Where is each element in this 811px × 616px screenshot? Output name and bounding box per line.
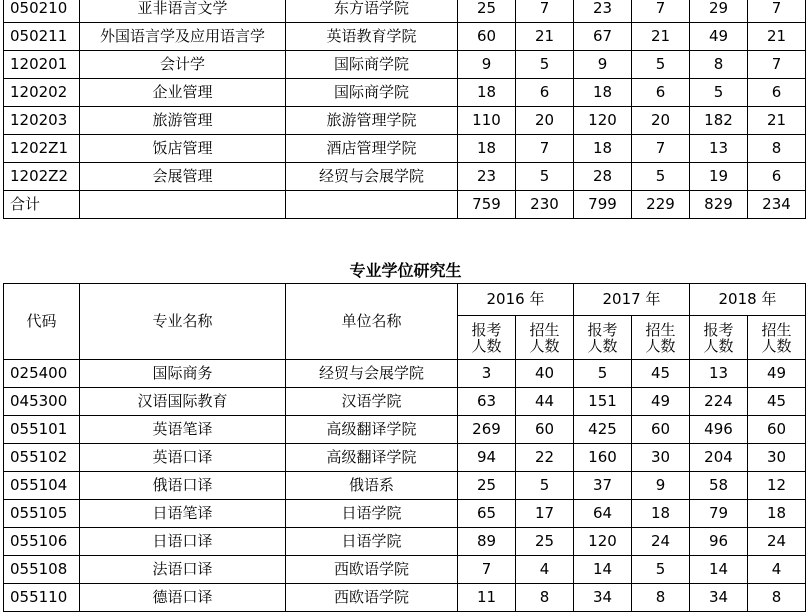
applicants-cell: 5 bbox=[690, 79, 748, 107]
applicants-cell: 120 bbox=[574, 528, 632, 556]
admitted-cell: 30 bbox=[748, 444, 806, 472]
admitted-cell: 7 bbox=[632, 135, 690, 163]
header-applicants: 报考 人数 bbox=[458, 316, 516, 360]
header-applicants: 报考 人数 bbox=[690, 316, 748, 360]
unit-cell: 高级翻译学院 bbox=[286, 444, 458, 472]
admitted-cell: 45 bbox=[632, 360, 690, 388]
major-cell: 旅游管理 bbox=[80, 107, 286, 135]
unit-cell: 西欧语学院 bbox=[286, 584, 458, 612]
major-cell: 亚非语言文学 bbox=[80, 0, 286, 23]
major-cell: 外国语言学及应用语言学 bbox=[80, 23, 286, 51]
applicants-cell: 19 bbox=[690, 163, 748, 191]
table-row bbox=[4, 0, 806, 23]
applicants-cell: 3 bbox=[458, 360, 516, 388]
applicants-cell: 11 bbox=[458, 584, 516, 612]
unit-cell: 日语学院 bbox=[286, 528, 458, 556]
unit-cell: 经贸与会展学院 bbox=[286, 163, 458, 191]
admitted-cell: 49 bbox=[632, 388, 690, 416]
unit-cell: 俄语系 bbox=[286, 472, 458, 500]
applicants-cell: 151 bbox=[574, 388, 632, 416]
applicants-cell: 63 bbox=[458, 388, 516, 416]
applicants-cell: 18 bbox=[458, 79, 516, 107]
admitted-cell: 21 bbox=[632, 23, 690, 51]
header-admitted: 招生 人数 bbox=[516, 316, 574, 360]
applicants-cell: 8 bbox=[690, 51, 748, 79]
applicants-cell: 23 bbox=[574, 0, 632, 23]
applicants-cell: 110 bbox=[458, 107, 516, 135]
unit-cell: 酒店管理学院 bbox=[286, 135, 458, 163]
applicants-cell: 9 bbox=[574, 51, 632, 79]
major-cell: 英语口译 bbox=[80, 444, 286, 472]
applicants-cell: 182 bbox=[690, 107, 748, 135]
header-admitted: 招生 人数 bbox=[632, 316, 690, 360]
code-cell: 055110 bbox=[4, 584, 80, 612]
applicants-cell: 9 bbox=[458, 51, 516, 79]
admitted-cell: 60 bbox=[748, 416, 806, 444]
total-row bbox=[4, 191, 806, 219]
admitted-cell: 18 bbox=[632, 500, 690, 528]
table-row bbox=[4, 360, 806, 388]
admitted-cell: 45 bbox=[748, 388, 806, 416]
applicants-cell: 60 bbox=[458, 23, 516, 51]
code-cell: 055106 bbox=[4, 528, 80, 556]
applicants-cell: 25 bbox=[458, 0, 516, 23]
table-row bbox=[4, 472, 806, 500]
admitted-cell: 6 bbox=[632, 79, 690, 107]
admitted-cell: 6 bbox=[748, 79, 806, 107]
admitted-cell: 6 bbox=[748, 163, 806, 191]
code-cell: 055108 bbox=[4, 556, 80, 584]
admitted-cell: 8 bbox=[748, 584, 806, 612]
unit-cell: 东方语学院 bbox=[286, 0, 458, 23]
code-cell: 120202 bbox=[4, 79, 80, 107]
empty-cell bbox=[80, 191, 286, 219]
major-cell: 汉语国际教育 bbox=[80, 388, 286, 416]
applicants-cell: 14 bbox=[690, 556, 748, 584]
code-cell: 120203 bbox=[4, 107, 80, 135]
admitted-cell: 49 bbox=[748, 360, 806, 388]
admitted-cell: 60 bbox=[632, 416, 690, 444]
applicants-cell: 23 bbox=[458, 163, 516, 191]
applicants-cell: 204 bbox=[690, 444, 748, 472]
header-unit: 单位名称 bbox=[286, 284, 458, 360]
code-cell: 1202Z2 bbox=[4, 163, 80, 191]
admitted-cell: 21 bbox=[748, 107, 806, 135]
code-cell: 120201 bbox=[4, 51, 80, 79]
total-applicants-cell: 799 bbox=[574, 191, 632, 219]
unit-cell: 高级翻译学院 bbox=[286, 416, 458, 444]
applicants-cell: 18 bbox=[574, 79, 632, 107]
admitted-cell: 5 bbox=[516, 163, 574, 191]
admitted-cell: 9 bbox=[632, 472, 690, 500]
table-row bbox=[4, 79, 806, 107]
applicants-cell: 67 bbox=[574, 23, 632, 51]
admitted-cell: 60 bbox=[516, 416, 574, 444]
header-year-2017: 2017 年 bbox=[574, 284, 690, 316]
admitted-cell: 7 bbox=[748, 0, 806, 23]
table-row bbox=[4, 388, 806, 416]
unit-cell: 汉语学院 bbox=[286, 388, 458, 416]
header-major: 专业名称 bbox=[80, 284, 286, 360]
major-cell: 会计学 bbox=[80, 51, 286, 79]
admitted-cell: 22 bbox=[516, 444, 574, 472]
applicants-cell: 224 bbox=[690, 388, 748, 416]
table-row bbox=[4, 135, 806, 163]
major-cell: 德语口译 bbox=[80, 584, 286, 612]
admitted-cell: 7 bbox=[632, 0, 690, 23]
applicants-cell: 37 bbox=[574, 472, 632, 500]
header-admitted: 招生 人数 bbox=[748, 316, 806, 360]
admitted-cell: 6 bbox=[516, 79, 574, 107]
applicants-cell: 64 bbox=[574, 500, 632, 528]
admitted-cell: 8 bbox=[516, 584, 574, 612]
header-year-2016: 2016 年 bbox=[458, 284, 574, 316]
table-row bbox=[4, 584, 806, 612]
major-cell: 国际商务 bbox=[80, 360, 286, 388]
total-applicants-cell: 829 bbox=[690, 191, 748, 219]
total-label: 合计 bbox=[4, 191, 80, 219]
applicants-cell: 7 bbox=[458, 556, 516, 584]
applicants-cell: 29 bbox=[690, 0, 748, 23]
admitted-cell: 24 bbox=[632, 528, 690, 556]
total-admitted-cell: 234 bbox=[748, 191, 806, 219]
major-cell: 饭店管理 bbox=[80, 135, 286, 163]
applicants-cell: 96 bbox=[690, 528, 748, 556]
admitted-cell: 5 bbox=[516, 51, 574, 79]
admitted-cell: 7 bbox=[516, 135, 574, 163]
admitted-cell: 7 bbox=[748, 51, 806, 79]
applicants-cell: 28 bbox=[574, 163, 632, 191]
code-cell: 050211 bbox=[4, 23, 80, 51]
applicants-cell: 18 bbox=[458, 135, 516, 163]
applicants-cell: 13 bbox=[690, 135, 748, 163]
table-row bbox=[4, 556, 806, 584]
code-cell: 045300 bbox=[4, 388, 80, 416]
admitted-cell: 7 bbox=[516, 0, 574, 23]
admitted-cell: 5 bbox=[632, 556, 690, 584]
applicants-cell: 79 bbox=[690, 500, 748, 528]
header-row-years bbox=[4, 284, 806, 316]
table-row bbox=[4, 163, 806, 191]
applicants-cell: 34 bbox=[690, 584, 748, 612]
admitted-cell: 21 bbox=[748, 23, 806, 51]
applicants-cell: 49 bbox=[690, 23, 748, 51]
major-cell: 法语口译 bbox=[80, 556, 286, 584]
admitted-cell: 20 bbox=[516, 107, 574, 135]
applicants-cell: 5 bbox=[574, 360, 632, 388]
total-admitted-cell: 229 bbox=[632, 191, 690, 219]
unit-cell: 日语学院 bbox=[286, 500, 458, 528]
applicants-cell: 18 bbox=[574, 135, 632, 163]
applicants-cell: 160 bbox=[574, 444, 632, 472]
table-row bbox=[4, 51, 806, 79]
major-cell: 日语口译 bbox=[80, 528, 286, 556]
section-title: 专业学位研究生 bbox=[349, 261, 462, 280]
admitted-cell: 20 bbox=[632, 107, 690, 135]
admitted-cell: 8 bbox=[748, 135, 806, 163]
unit-cell: 国际商学院 bbox=[286, 51, 458, 79]
table-row bbox=[4, 416, 806, 444]
unit-cell: 旅游管理学院 bbox=[286, 107, 458, 135]
table-row bbox=[4, 444, 806, 472]
major-cell: 俄语口译 bbox=[80, 472, 286, 500]
admitted-cell: 40 bbox=[516, 360, 574, 388]
total-applicants-cell: 759 bbox=[458, 191, 516, 219]
applicants-cell: 269 bbox=[458, 416, 516, 444]
admitted-cell: 4 bbox=[516, 556, 574, 584]
table-row bbox=[4, 500, 806, 528]
applicants-cell: 25 bbox=[458, 472, 516, 500]
applicants-cell: 65 bbox=[458, 500, 516, 528]
applicants-cell: 34 bbox=[574, 584, 632, 612]
applicants-cell: 496 bbox=[690, 416, 748, 444]
unit-cell: 国际商学院 bbox=[286, 79, 458, 107]
applicants-cell: 89 bbox=[458, 528, 516, 556]
major-cell: 英语笔译 bbox=[80, 416, 286, 444]
admitted-cell: 44 bbox=[516, 388, 574, 416]
header-applicants: 报考 人数 bbox=[574, 316, 632, 360]
admitted-cell: 5 bbox=[516, 472, 574, 500]
code-cell: 050210 bbox=[4, 0, 80, 23]
professional-degree-table bbox=[3, 283, 806, 612]
code-cell: 1202Z1 bbox=[4, 135, 80, 163]
applicants-cell: 120 bbox=[574, 107, 632, 135]
admitted-cell: 12 bbox=[748, 472, 806, 500]
unit-cell: 经贸与会展学院 bbox=[286, 360, 458, 388]
table-row bbox=[4, 528, 806, 556]
admitted-cell: 21 bbox=[516, 23, 574, 51]
applicants-cell: 425 bbox=[574, 416, 632, 444]
table-row bbox=[4, 107, 806, 135]
code-cell: 025400 bbox=[4, 360, 80, 388]
applicants-cell: 13 bbox=[690, 360, 748, 388]
unit-cell: 西欧语学院 bbox=[286, 556, 458, 584]
admitted-cell: 18 bbox=[748, 500, 806, 528]
major-cell: 会展管理 bbox=[80, 163, 286, 191]
code-cell: 055102 bbox=[4, 444, 80, 472]
admitted-cell: 17 bbox=[516, 500, 574, 528]
code-cell: 055104 bbox=[4, 472, 80, 500]
applicants-cell: 94 bbox=[458, 444, 516, 472]
admitted-cell: 24 bbox=[748, 528, 806, 556]
table-row bbox=[4, 23, 806, 51]
header-year-2018: 2018 年 bbox=[690, 284, 806, 316]
applicants-cell: 14 bbox=[574, 556, 632, 584]
major-cell: 日语笔译 bbox=[80, 500, 286, 528]
admitted-cell: 5 bbox=[632, 51, 690, 79]
admitted-cell: 8 bbox=[632, 584, 690, 612]
admitted-cell: 5 bbox=[632, 163, 690, 191]
empty-cell bbox=[286, 191, 458, 219]
admitted-cell: 4 bbox=[748, 556, 806, 584]
major-cell: 企业管理 bbox=[80, 79, 286, 107]
total-admitted-cell: 230 bbox=[516, 191, 574, 219]
unit-cell: 英语教育学院 bbox=[286, 23, 458, 51]
top-admissions-table bbox=[3, 0, 806, 219]
admitted-cell: 30 bbox=[632, 444, 690, 472]
admitted-cell: 25 bbox=[516, 528, 574, 556]
applicants-cell: 58 bbox=[690, 472, 748, 500]
header-code: 代码 bbox=[4, 284, 80, 360]
code-cell: 055101 bbox=[4, 416, 80, 444]
code-cell: 055105 bbox=[4, 500, 80, 528]
